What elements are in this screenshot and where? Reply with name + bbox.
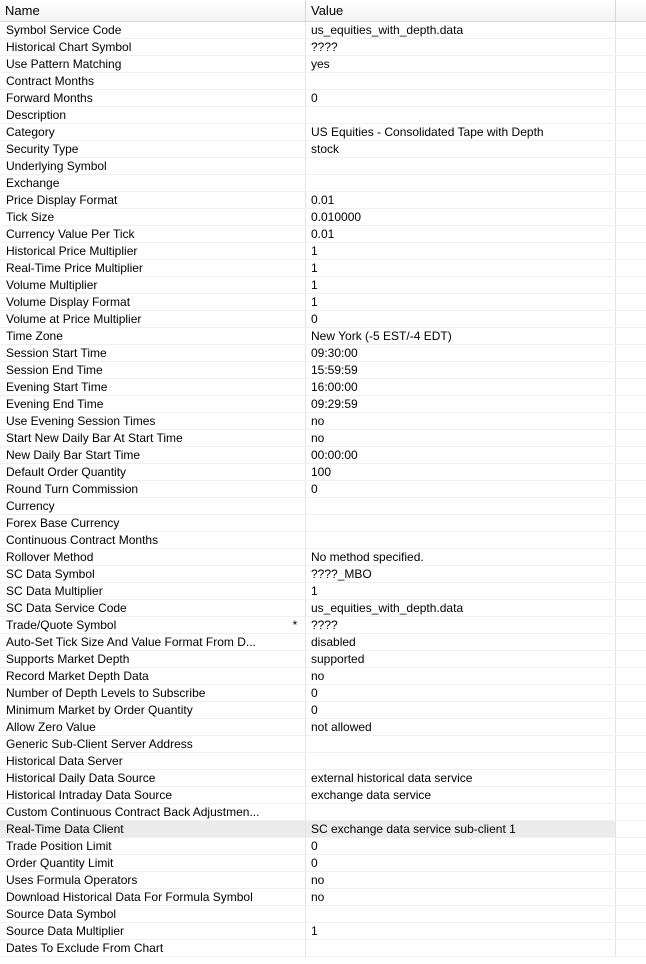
modified-marker	[288, 277, 302, 293]
setting-value[interactable]	[306, 107, 616, 123]
modified-marker	[288, 430, 302, 446]
column-header-name[interactable]: Name	[0, 0, 306, 21]
setting-name[interactable]: Start New Daily Bar At Start Time	[0, 430, 306, 446]
modified-marker	[288, 600, 302, 616]
setting-name[interactable]: Security Type	[0, 141, 306, 157]
setting-name[interactable]: Price Display Format	[0, 192, 306, 208]
modified-marker	[288, 736, 302, 752]
setting-name[interactable]: Source Data Multiplier	[0, 923, 306, 939]
table-row[interactable]	[0, 107, 646, 124]
setting-name[interactable]: Source Data Symbol	[0, 906, 306, 922]
setting-name[interactable]: Real-Time Data Client	[0, 821, 306, 837]
setting-value[interactable]: No method specified.	[306, 549, 616, 565]
modified-marker	[288, 396, 302, 412]
row-filler	[616, 515, 646, 531]
modified-marker	[288, 192, 302, 208]
setting-name[interactable]: Minimum Market by Order Quantity	[0, 702, 306, 718]
table-row[interactable]	[0, 209, 646, 226]
modified-marker	[288, 481, 302, 497]
setting-value[interactable]: 16:00:00	[306, 379, 616, 395]
setting-value[interactable]: 1	[306, 294, 616, 310]
modified-marker	[288, 770, 302, 786]
row-filler	[616, 56, 646, 72]
row-filler	[616, 906, 646, 922]
row-filler	[616, 124, 646, 140]
row-filler	[616, 260, 646, 276]
row-filler	[616, 804, 646, 820]
row-filler	[616, 447, 646, 463]
setting-name[interactable]: Volume Multiplier	[0, 277, 306, 293]
row-filler	[616, 736, 646, 752]
row-filler	[616, 73, 646, 89]
modified-marker	[288, 855, 302, 871]
setting-name[interactable]: Volume Display Format	[0, 294, 306, 310]
setting-value[interactable]: 0	[306, 481, 616, 497]
setting-value[interactable]: 1	[306, 243, 616, 259]
table-row[interactable]	[0, 566, 646, 583]
table-row[interactable]	[0, 141, 646, 158]
grid-header	[0, 0, 646, 22]
modified-marker: *	[292, 618, 298, 632]
table-row[interactable]	[0, 226, 646, 243]
table-row[interactable]	[0, 651, 646, 668]
setting-name[interactable]: Auto-Set Tick Size And Value Format From D...	[0, 634, 306, 650]
modified-marker	[288, 702, 302, 718]
setting-name[interactable]: SC Data Multiplier	[0, 583, 306, 599]
modified-marker	[288, 294, 302, 310]
setting-name[interactable]: Historical Chart Symbol	[0, 39, 306, 55]
setting-name[interactable]: Round Turn Commission	[0, 481, 306, 497]
table-row[interactable]	[0, 685, 646, 702]
row-filler	[616, 685, 646, 701]
setting-value[interactable]: 09:30:00	[306, 345, 616, 361]
setting-name[interactable]: Category	[0, 124, 306, 140]
row-filler	[616, 940, 646, 956]
modified-marker	[288, 345, 302, 361]
grid-body	[0, 22, 646, 964]
modified-marker	[288, 651, 302, 667]
setting-name[interactable]: Allow Zero Value	[0, 719, 306, 735]
setting-value[interactable]: yes	[306, 56, 616, 72]
modified-marker	[288, 362, 302, 378]
modified-marker	[288, 634, 302, 650]
modified-marker	[288, 328, 302, 344]
row-filler	[616, 855, 646, 871]
setting-name[interactable]: Download Historical Data For Formula Symbol	[0, 889, 306, 905]
setting-value[interactable]	[306, 175, 616, 191]
setting-value[interactable]: not allowed	[306, 719, 616, 735]
modified-marker	[288, 753, 302, 769]
modified-marker	[288, 872, 302, 888]
setting-value[interactable]: 15:59:59	[306, 362, 616, 378]
row-filler	[616, 362, 646, 378]
setting-name[interactable]: Supports Market Depth	[0, 651, 306, 667]
row-filler	[616, 345, 646, 361]
modified-marker	[288, 583, 302, 599]
setting-value[interactable]	[306, 532, 616, 548]
setting-name[interactable]: Session End Time	[0, 362, 306, 378]
setting-value[interactable]: no	[306, 889, 616, 905]
row-filler	[616, 583, 646, 599]
modified-marker	[288, 685, 302, 701]
setting-name[interactable]: Volume at Price Multiplier	[0, 311, 306, 327]
setting-name[interactable]: Trade Position Limit	[0, 838, 306, 854]
table-row[interactable]	[0, 396, 646, 413]
setting-value[interactable]: ????_MBO	[306, 566, 616, 582]
setting-value[interactable]: no	[306, 430, 616, 446]
setting-name[interactable]: Real-Time Price Multiplier	[0, 260, 306, 276]
table-row[interactable]	[0, 73, 646, 90]
row-filler	[616, 175, 646, 191]
modified-marker	[288, 447, 302, 463]
row-filler	[616, 549, 646, 565]
table-row[interactable]	[0, 39, 646, 56]
table-row[interactable]	[0, 260, 646, 277]
row-filler	[616, 379, 646, 395]
setting-value[interactable]: us_equities_with_depth.data	[306, 22, 616, 38]
table-row[interactable]	[0, 532, 646, 549]
table-row[interactable]	[0, 753, 646, 770]
modified-marker	[288, 209, 302, 225]
row-filler	[616, 243, 646, 259]
modified-marker	[288, 260, 302, 276]
setting-name[interactable]: Currency Value Per Tick	[0, 226, 306, 242]
table-row[interactable]	[0, 821, 646, 838]
row-filler	[616, 923, 646, 939]
setting-value[interactable]: 0.01	[306, 226, 616, 242]
table-row[interactable]	[0, 889, 646, 906]
setting-value[interactable]: no	[306, 668, 616, 684]
row-filler	[616, 838, 646, 854]
setting-name[interactable]: Uses Formula Operators	[0, 872, 306, 888]
setting-value[interactable]: 00:00:00	[306, 447, 616, 463]
setting-name[interactable]: Underlying Symbol	[0, 158, 306, 174]
table-row[interactable]	[0, 719, 646, 736]
setting-value[interactable]: 1	[306, 277, 616, 293]
setting-value[interactable]: SC exchange data service sub-client 1	[306, 821, 616, 837]
setting-value[interactable]: external historical data service	[306, 770, 616, 786]
row-filler	[616, 430, 646, 446]
table-row[interactable]	[0, 464, 646, 481]
row-filler	[616, 770, 646, 786]
row-filler	[616, 141, 646, 157]
table-row[interactable]	[0, 549, 646, 566]
row-filler	[616, 889, 646, 905]
modified-marker	[288, 141, 302, 157]
setting-name[interactable]: Historical Price Multiplier	[0, 243, 306, 259]
table-row[interactable]	[0, 838, 646, 855]
table-row[interactable]	[0, 583, 646, 600]
table-row[interactable]	[0, 668, 646, 685]
setting-name[interactable]: Generic Sub-Client Server Address	[0, 736, 306, 752]
row-filler	[616, 821, 646, 837]
table-row[interactable]	[0, 906, 646, 923]
table-row[interactable]	[0, 311, 646, 328]
setting-name[interactable]: Number of Depth Levels to Subscribe	[0, 685, 306, 701]
row-filler	[616, 209, 646, 225]
row-filler	[616, 464, 646, 480]
row-filler	[616, 702, 646, 718]
setting-name[interactable]: Currency	[0, 498, 306, 514]
row-filler	[616, 294, 646, 310]
row-filler	[616, 651, 646, 667]
table-row[interactable]	[0, 22, 646, 39]
setting-value[interactable]: 0	[306, 685, 616, 701]
setting-name[interactable]: Historical Intraday Data Source	[0, 787, 306, 803]
table-row[interactable]	[0, 192, 646, 209]
modified-marker	[288, 804, 302, 820]
setting-value[interactable]: 0	[306, 311, 616, 327]
table-row[interactable]	[0, 90, 646, 107]
modified-marker	[288, 464, 302, 480]
row-filler	[616, 634, 646, 650]
modified-marker	[288, 56, 302, 72]
setting-name[interactable]: Evening Start Time	[0, 379, 306, 395]
setting-value[interactable]: no	[306, 872, 616, 888]
setting-value[interactable]: 100	[306, 464, 616, 480]
setting-name[interactable]: Exchange	[0, 175, 306, 191]
setting-name[interactable]: Tick Size	[0, 209, 306, 225]
modified-marker	[288, 107, 302, 123]
row-filler	[616, 498, 646, 514]
setting-value[interactable]: 0	[306, 855, 616, 871]
setting-value[interactable]	[306, 158, 616, 174]
table-row[interactable]	[0, 294, 646, 311]
table-row[interactable]	[0, 702, 646, 719]
row-filler	[616, 328, 646, 344]
table-row[interactable]	[0, 617, 646, 634]
setting-value[interactable]: stock	[306, 141, 616, 157]
setting-name[interactable]: Custom Continuous Contract Back Adjustmen...	[0, 804, 306, 820]
setting-value[interactable]: 0.010000	[306, 209, 616, 225]
row-filler	[616, 413, 646, 429]
setting-name[interactable]: Rollover Method	[0, 549, 306, 565]
table-row[interactable]	[0, 362, 646, 379]
table-row[interactable]	[0, 243, 646, 260]
table-row[interactable]	[0, 498, 646, 515]
setting-name[interactable]: Order Quantity Limit	[0, 855, 306, 871]
table-row[interactable]	[0, 379, 646, 396]
column-header-filler	[616, 0, 646, 21]
modified-marker	[288, 719, 302, 735]
row-filler	[616, 532, 646, 548]
setting-value[interactable]	[306, 940, 616, 956]
setting-name[interactable]: Default Order Quantity	[0, 464, 306, 480]
setting-name[interactable]: Trade/Quote Symbol	[0, 617, 306, 633]
table-row[interactable]	[0, 413, 646, 430]
row-filler	[616, 192, 646, 208]
setting-name[interactable]: Symbol Service Code	[0, 22, 306, 38]
modified-marker	[288, 906, 302, 922]
column-header-value[interactable]: Value	[306, 0, 616, 21]
table-row[interactable]	[0, 481, 646, 498]
table-row[interactable]	[0, 600, 646, 617]
setting-value[interactable]: 1	[306, 923, 616, 939]
setting-name[interactable]: Description	[0, 107, 306, 123]
modified-marker	[288, 413, 302, 429]
row-filler	[616, 753, 646, 769]
table-row[interactable]	[0, 158, 646, 175]
setting-value[interactable]	[306, 73, 616, 89]
table-row[interactable]	[0, 787, 646, 804]
setting-value[interactable]: 0.01	[306, 192, 616, 208]
row-filler	[616, 90, 646, 106]
modified-marker	[288, 243, 302, 259]
setting-name[interactable]: SC Data Symbol	[0, 566, 306, 582]
setting-name[interactable]: Forex Base Currency	[0, 515, 306, 531]
row-filler	[616, 787, 646, 803]
setting-value[interactable]: exchange data service	[306, 787, 616, 803]
table-row[interactable]	[0, 634, 646, 651]
setting-value[interactable]: 1	[306, 260, 616, 276]
setting-name[interactable]: Contract Months	[0, 73, 306, 89]
setting-name[interactable]: Forward Months	[0, 90, 306, 106]
row-filler	[616, 311, 646, 327]
modified-marker	[288, 532, 302, 548]
table-row[interactable]	[0, 124, 646, 141]
modified-marker	[288, 73, 302, 89]
modified-marker	[288, 226, 302, 242]
modified-marker	[288, 379, 302, 395]
row-filler	[616, 600, 646, 616]
setting-name[interactable]: SC Data Service Code	[0, 600, 306, 616]
modified-marker	[288, 923, 302, 939]
setting-value[interactable]: no	[306, 413, 616, 429]
setting-value[interactable]	[306, 753, 616, 769]
setting-value[interactable]	[306, 498, 616, 514]
modified-marker	[288, 889, 302, 905]
setting-value[interactable]: US Equities - Consolidated Tape with Depth	[306, 124, 616, 140]
modified-marker	[288, 566, 302, 582]
setting-value[interactable]: us_equities_with_depth.data	[306, 600, 616, 616]
row-filler	[616, 158, 646, 174]
table-row[interactable]	[0, 277, 646, 294]
table-row[interactable]	[0, 872, 646, 889]
modified-marker	[288, 515, 302, 531]
row-filler	[616, 226, 646, 242]
setting-value[interactable]: 0	[306, 90, 616, 106]
modified-marker	[288, 787, 302, 803]
table-row[interactable]	[0, 940, 646, 957]
setting-value[interactable]	[306, 736, 616, 752]
row-filler	[616, 566, 646, 582]
table-row[interactable]	[0, 736, 646, 753]
table-row[interactable]	[0, 923, 646, 940]
modified-marker	[288, 940, 302, 956]
setting-value[interactable]: New York (-5 EST/-4 EDT)	[306, 328, 616, 344]
setting-value[interactable]: disabled	[306, 634, 616, 650]
table-row[interactable]	[0, 515, 646, 532]
table-row[interactable]	[0, 328, 646, 345]
modified-marker	[288, 838, 302, 854]
setting-value[interactable]: supported	[306, 651, 616, 667]
modified-marker	[288, 821, 302, 837]
modified-marker	[288, 158, 302, 174]
row-filler	[616, 107, 646, 123]
setting-name[interactable]: Historical Data Server	[0, 753, 306, 769]
table-row[interactable]	[0, 56, 646, 73]
setting-name[interactable]: Historical Daily Data Source	[0, 770, 306, 786]
table-row[interactable]	[0, 770, 646, 787]
row-filler	[616, 277, 646, 293]
setting-name[interactable]: Evening End Time	[0, 396, 306, 412]
setting-name[interactable]: Session Start Time	[0, 345, 306, 361]
setting-value[interactable]	[306, 804, 616, 820]
row-filler	[616, 39, 646, 55]
row-filler	[616, 617, 646, 633]
row-filler	[616, 668, 646, 684]
table-row[interactable]	[0, 175, 646, 192]
row-filler	[616, 481, 646, 497]
setting-name[interactable]: Record Market Depth Data	[0, 668, 306, 684]
row-filler	[616, 22, 646, 38]
setting-value[interactable]: ????	[306, 39, 616, 55]
modified-marker	[288, 175, 302, 191]
modified-marker	[288, 22, 302, 38]
table-row[interactable]	[0, 804, 646, 821]
setting-name[interactable]: Time Zone	[0, 328, 306, 344]
table-row[interactable]	[0, 430, 646, 447]
setting-name[interactable]: Use Evening Session Times	[0, 413, 306, 429]
table-row[interactable]	[0, 447, 646, 464]
setting-value[interactable]: ????	[306, 617, 616, 633]
table-row[interactable]	[0, 345, 646, 362]
setting-name[interactable]: Dates To Exclude From Chart	[0, 940, 306, 956]
modified-marker	[288, 124, 302, 140]
setting-value[interactable]	[306, 906, 616, 922]
setting-value[interactable]: 09:29:59	[306, 396, 616, 412]
table-row[interactable]	[0, 855, 646, 872]
setting-name[interactable]: New Daily Bar Start Time	[0, 447, 306, 463]
row-filler	[616, 872, 646, 888]
setting-name[interactable]: Use Pattern Matching	[0, 56, 306, 72]
modified-marker	[288, 498, 302, 514]
setting-name[interactable]: Continuous Contract Months	[0, 532, 306, 548]
modified-marker	[288, 311, 302, 327]
setting-value[interactable]: 0	[306, 838, 616, 854]
modified-marker	[288, 90, 302, 106]
modified-marker	[288, 549, 302, 565]
row-filler	[616, 396, 646, 412]
setting-value[interactable]	[306, 515, 616, 531]
setting-value[interactable]: 0	[306, 702, 616, 718]
row-filler	[616, 719, 646, 735]
modified-marker	[288, 668, 302, 684]
modified-marker	[288, 39, 302, 55]
setting-value[interactable]: 1	[306, 583, 616, 599]
